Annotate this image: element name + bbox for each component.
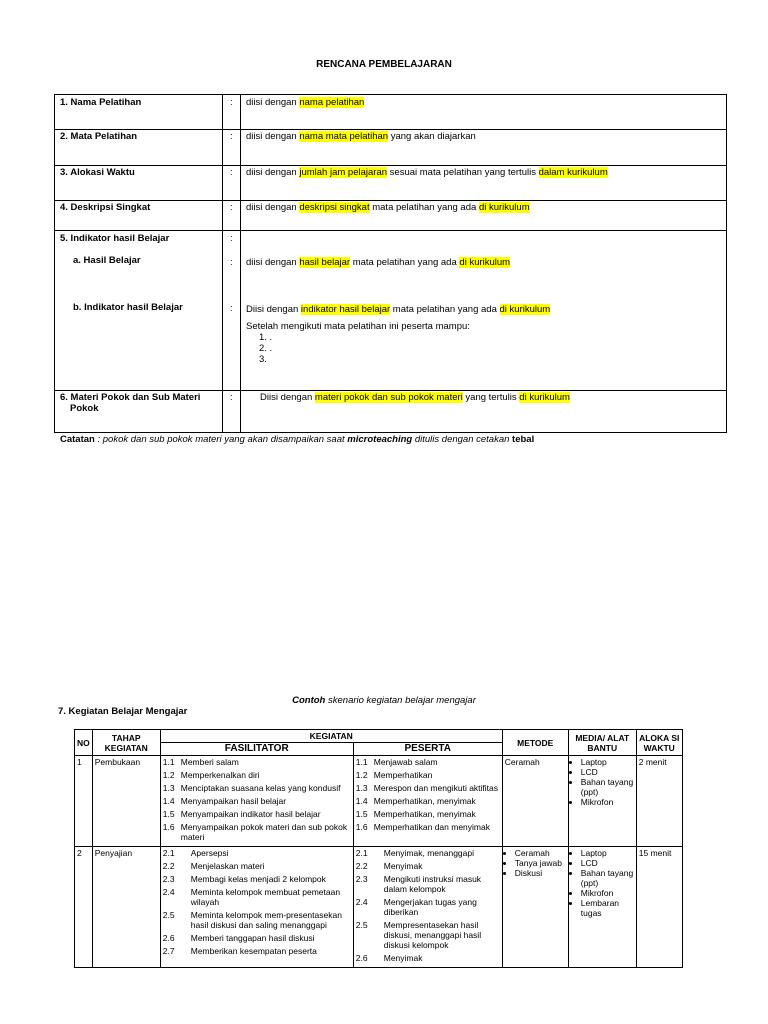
bullet-item: • Laptop (581, 757, 634, 767)
bullet-item: • Bahan tayang (ppt) (581, 777, 634, 797)
bullet-item: • Lembaran tugas (581, 898, 634, 918)
bullet-item: • Bahan tayang (ppt) (581, 868, 634, 888)
cell-peserta (353, 847, 502, 968)
step-item: 1.2 Memperkenalkan diri (162, 770, 260, 780)
form-row-indikator (55, 231, 726, 391)
list-item: 3. (259, 354, 267, 365)
cell-metode (502, 847, 568, 968)
step-item: 2.4 Meminta kelompok membuat pemetaan wilayah (162, 887, 341, 907)
bullet-item: • Tanya jawab (515, 858, 566, 868)
label-hasil-belajar: a. Hasil Belajar (73, 255, 141, 266)
label-indikator-hasil-belajar: 5. Indikator hasil Belajar (60, 233, 170, 244)
step-item: 2.6 Memberi tanggapan hasil diskusi (162, 933, 315, 943)
value-hasil-belajar: diisi dengan hasil belajar mata pelatihan yang ada di kurikulum (246, 257, 511, 268)
bullet-item: • Mikrofon (581, 888, 634, 898)
note: Catatan : pokok dan sub pokok materi yang akan disampaikan saat microteaching ditulis dengan cetakan tebal (60, 434, 535, 445)
step-item: 1.3 Menciptakan suasana kelas yang kondusif (162, 783, 341, 793)
form-row-mata-pelatihan (55, 130, 726, 166)
colon: : (230, 97, 233, 108)
step-item: 1.4 Memperhatikan, menyimak (355, 796, 476, 806)
step-item: 1.1 Memberi salam (162, 757, 239, 767)
list-item: 1. . (259, 332, 273, 343)
section-heading: 7. Kegiatan Belajar Mengajar (58, 706, 188, 717)
cell-no: 1 (75, 756, 93, 847)
bullet-item: • LCD (581, 767, 634, 777)
step-item: 1.6 Menyampaikan pokok materi dan sub pokok materi (162, 822, 348, 842)
cell-fasilitator (160, 847, 353, 968)
step-item: 1.6 Memperhatikan dan menyimak (355, 822, 490, 832)
step-item: 1.3 Merespon dan mengikuti aktifitas (355, 783, 499, 793)
step-item: 1.1 Menjawab salam (355, 757, 438, 767)
step-item: 1.4 Menyampaikan hasil belajar (162, 796, 287, 806)
header-tahap: TAHAP KEGIATAN (92, 730, 160, 756)
value-alokasi-waktu: diisi dengan jumlah jam pelajaran sesuai mata pelatihan yang tertulis dalam kurikulum (246, 167, 608, 178)
header-no: NO (75, 730, 93, 756)
cell-media (568, 847, 636, 968)
table-row (75, 847, 683, 968)
colon: : (230, 392, 233, 403)
cell-tahap: Pembukaan (92, 756, 160, 847)
step-item: 2.3 Mengikuti instruksi masuk dalam kelompok (355, 874, 482, 894)
bullet-item: • Mikrofon (581, 797, 634, 807)
header-kegiatan: KEGIATAN (160, 730, 502, 743)
header-metode: METODE (502, 730, 568, 756)
header-media: MEDIA/ ALAT BANTU (568, 730, 636, 756)
header-waktu: ALOKA SI WAKTU (636, 730, 682, 756)
label-alokasi-waktu: 3. Alokasi Waktu (60, 167, 135, 178)
cell-waktu: 15 menit (636, 847, 682, 968)
bullet-item: • Ceramah (515, 848, 566, 858)
colon: : (230, 202, 233, 213)
step-item: 2.2 Menyimak (355, 861, 423, 871)
label-mata-pelatihan: 2. Mata Pelatihan (60, 131, 138, 142)
label-materi-pokok: 6. Materi Pokok dan Sub Materi Pokok (60, 392, 201, 414)
bullet-item: • Diskusi (515, 868, 566, 878)
activity-table (74, 729, 683, 968)
bullet-item: • LCD (581, 858, 634, 868)
step-item: 2.3 Membagi kelas menjadi 2 kelompok (162, 874, 326, 884)
cell-no: 2 (75, 847, 93, 968)
form-row-deskripsi-singkat (55, 201, 726, 231)
step-item: 2.6 Menyimak (355, 953, 423, 963)
form-row-nama-pelatihan (55, 95, 726, 130)
step-item: 2.5 Mempresentasekan hasil diskusi, menanggapi hasil diskusi kelompok (355, 920, 482, 950)
colon: : (230, 233, 233, 244)
step-item: 1.5 Memperhatikan, menyimak (355, 809, 476, 819)
step-item: 1.2 Memperhatikan (355, 770, 433, 780)
value-deskripsi-singkat: diisi dengan deskripsi singkat mata pelatihan yang ada di kurikulum (246, 202, 530, 213)
colon: : (230, 167, 233, 178)
colon: : (230, 131, 233, 142)
table-row (75, 756, 683, 847)
bullet-item: • Laptop (581, 848, 634, 858)
step-item: 2.1 Menyimak, menanggapi (355, 848, 474, 858)
step-item: 2.7 Memberikan kesempatan peserta (162, 946, 317, 956)
value-nama-pelatihan: diisi dengan nama pelatihan (246, 97, 365, 108)
value-materi-pokok: Diisi dengan materi pokok dan sub pokok materi yang tertulis di kurikulum (260, 392, 570, 403)
header-peserta: PESERTA (353, 743, 502, 756)
list-item: 2. . (259, 343, 273, 354)
cell-fasilitator (160, 756, 353, 847)
form-row-materi-pokok (55, 391, 726, 432)
cell-peserta (353, 756, 502, 847)
header-fasilitator: FASILITATOR (160, 743, 353, 756)
form-row-alokasi-waktu (55, 166, 726, 201)
example-caption: Contoh skenario kegiatan belajar mengajar (292, 695, 476, 706)
step-item: 1.5 Menyampaikan indikator hasil belajar (162, 809, 321, 819)
cell-waktu: 2 menit (636, 756, 682, 847)
value-mata-pelatihan: diisi dengan nama mata pelatihan yang akan diajarkan (246, 131, 476, 142)
step-item: 2.2 Menjelaskan materi (162, 861, 265, 871)
step-item: 2.4 Mengerjakan tugas yang diberikan (355, 897, 477, 917)
label-nama-pelatihan: 1. Nama Pelatihan (60, 97, 142, 108)
label-indikator: b. Indikator hasil Belajar (73, 302, 183, 313)
form-table (54, 94, 727, 433)
step-item: 2.1 Apersepsi (162, 848, 229, 858)
colon: : (230, 257, 233, 268)
indikator-intro: Setelah mengikuti mata pelatihan ini peserta mampu: (246, 321, 470, 332)
cell-metode: Ceramah (502, 756, 568, 847)
colon: : (230, 303, 233, 314)
cell-media (568, 756, 636, 847)
value-indikator: Diisi dengan indikator hasil belajar mata pelatihan yang ada di kurikulum (246, 304, 551, 315)
label-deskripsi-singkat: 4. Deskripsi Singkat (60, 202, 151, 213)
step-item: 2.5 Meminta kelompok mem-presentasekan hasil diskusi dan saling menanggapi (162, 910, 342, 930)
cell-tahap: Penyajian (92, 847, 160, 968)
page-title: RENCANA PEMBELAJARAN (316, 59, 452, 70)
